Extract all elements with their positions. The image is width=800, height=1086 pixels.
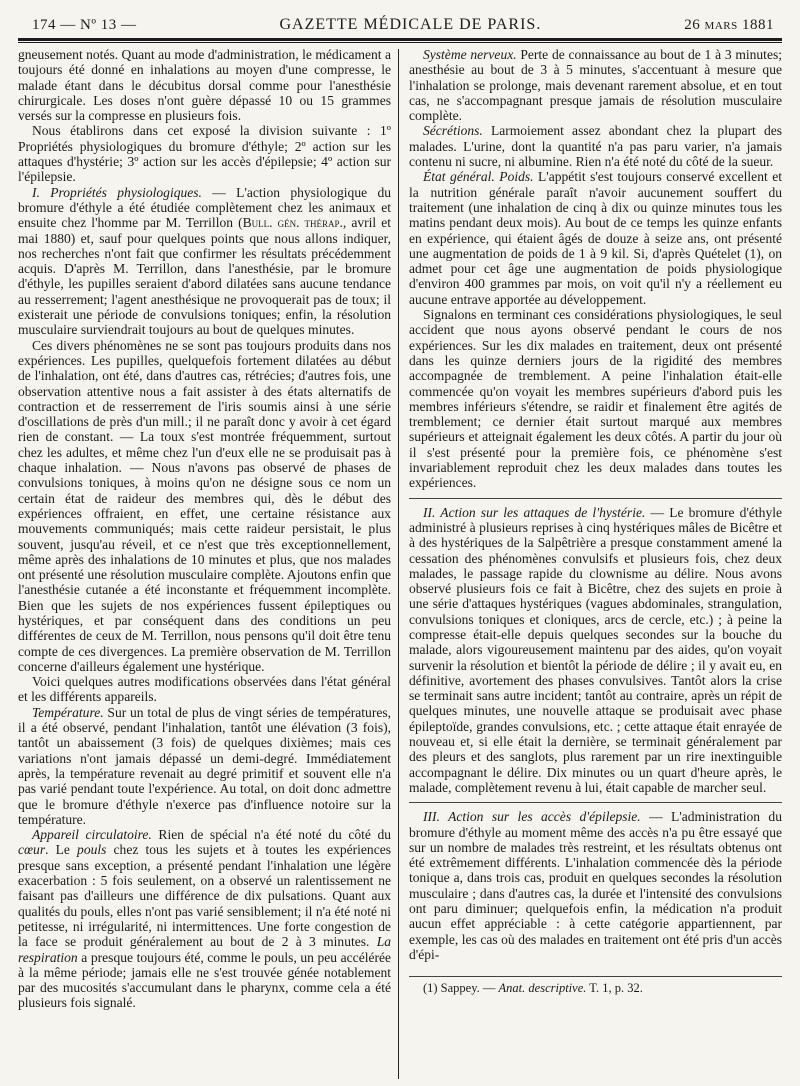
header-rule-thin [18, 42, 782, 43]
paragraph: Voici quelques autres modifications observées dans l'état général et les différents appareils. [18, 674, 392, 705]
paragraph: Ces divers phénomènes ne se sont pas toujours produits dans nos expériences. Les pupilles, quelquefois fortement dilatées au début de l'inhalation, ont été, dans d'autres cas, rétrécies; d'autres fois, une observation attentive nous a fait assister à des états alternatifs de contraction et de resserrement de l'iris soumis ainsi à une série d'oscillations de près d'un mill.; il ne paraît donc y avoir à cet égard rien de constant. — La toux s'est montrée fréquemment, surtout chez les adultes, et même chez l'un d'eux elle ne se produisait pas à chaque inhalation. — Nous n'avons pas observé de phases de convulsions toniques, à moins qu'on ne désigne sous ce nom un certain état de raideur des membres qui, dès le début des expériences offraient, en effet, une certaine résistance aux mouvements communiqués; mais cette raideur persistait, le plus souvent, jusqu'au réveil, et ce n'est que très exceptionnellement, même après des inhalations de 10 minutes et plus, que nos malades ont présenté une résolution musculaire complète. Ajoutons enfin que l'anesthésie cutanée a été inconstante et fréquemment incomplète. Bien que les sujets de nos expériences fussent épileptiques ou hystériques, et par conséquent dans des conditions un peu différentes de ceux de M. Terrillon, nous pensons qu'il doit être tenu compte de ces divergences. La première observation de M. Terrillon concerne d'ailleurs également une hystérique. [18, 337, 392, 674]
journal-title: GAZETTE MÉDICALE DE PARIS. [279, 16, 542, 33]
paragraph: Système nerveux. Perte de connaissance au bout de 1 à 3 minutes; anesthésie au bout de 3 à 5 minutes, s'accentuant à mesure que l'inhalation se prolonge, mais devenant rarement absolue, et en tout cas, ne s'accompagnant presque jamais de résolution musculaire complète. [408, 47, 782, 124]
paragraph: III. Action sur les accès d'épilepsie. — L'administration du bromure d'éthyle au moment même des accès n'a pu être essayé que sur un nombre de malades très restreint, et les résultats obtenus ont été extrêmement différents. L'inhalation commencée dès la période tonique a, dans trois cas, produit en quelques secondes la résolution musculaire ; dans d'autres cas, la durée et l'intensité des convulsions ont paru diminuer; quelquefois enfin, la médication n'a produit aucun effet appréciable : à cette catégorie appartiennent, par exemple, les cas où des malades en traitement ont été pris d'un accès d'épi- [408, 809, 782, 962]
footnote: (1) Sappey. — Anat. descriptive. T. 1, p. 32. [422, 981, 643, 996]
section-rule [409, 498, 782, 499]
paragraph: gneusement notés. Quant au mode d'administration, le médicament a toujours été donné en inhalations au moyen d'une compresse, le malade étant dans le décubitus dorsal comme pour l'anesthésie chirurgicale. Les doses n'ont guère dépassé 10 ou 15 grammes versés sur la compresse en plusieurs fois. [18, 47, 392, 124]
subsection-heading: État général. Poids. [422, 169, 534, 185]
paragraph: Température. Sur un total de plus de vingt séries de températures, il a été observé, pendant l'inhalation, tantôt une élévation (3 fois), tantôt un abaissement (3 fois) de quelques dixièmes; mais ces variations n'ont jamais dépassé un demi-degré. Immédiatement après, la température revenait au degré primitif et souvent elle n'a pas varié pendant toute l'expérience. Au total, on doit donc admettre que le bromure d'éthyle n'exerce pas d'influence notoire sur la température. [18, 704, 392, 827]
article-columns [18, 47, 782, 1083]
subsection-heading: Température. [32, 704, 104, 720]
citation: Bull. gén. thérap. [242, 215, 343, 231]
section-rule [409, 802, 782, 803]
subsection-heading: Système nerveux. [422, 47, 517, 62]
page-number: 174 — Nº 13 — [32, 17, 137, 33]
right-column [399, 47, 782, 1083]
section-heading: III. Action sur les accès d'épilepsie. [422, 809, 641, 825]
page-header [18, 16, 782, 38]
paragraph: II. Action sur les attaques de l'hystérie. — Le bromure d'éthyle administré à plusieurs reprises à cinq hystériques mâles de Bicêtre et à des hystériques de la Salpêtrière a presque constamment amené la cessation des phénomènes convulsifs et plusieurs fois, chez deux malades, le passage rapide du clownisme au délire. Nous avons observé plusieurs fois ce fait à Bicêtre, chez des sujets en proie à une série d'attaques hystériques (vagues abdominales, strangulation, convulsions toniques et cloniques, arcs de cercle, etc.) ; à peine la compresse était-elle depuis quelques secondes sur la bouche du malade, alors vigoureusement maintenu par des aides, qu'on voyait survenir la résolution et bientôt la période de délire ; il y avait eu, en définitive, avortement des phases convulsives. Tantôt alors la crise se terminait sans autre incident; tantôt au contraire, après un répit de quelques minutes, une nouvelle attaque se produisait avec phase épileptoïde, grandes convulsions, etc. ; cette attaque était enrayée de nouveau et, si elle était la dernière, se terminait généralement par des pleurs et des sanglots, plus rarement par un rire inextinguible accompagnant le délire. Dix minutes ou un quart d'heure après, le malade, complètement revenu à lui, était capable de marcher seul. [408, 504, 782, 795]
issue-date: 26 mars 1881 [684, 17, 774, 33]
paragraph: I. Propriétés physiologiques. — L'action physiologique du bromure d'éthyle a été étudiée complètement chez les animaux et ensuite chez l'homme par M. Terrillon (Bull. gén. thérap., avril et mai 1880) et, sauf pour quelques points que nous allons indiquer, nos recherches n'ont fait que confirmer les résultats précédemment acquis. D'après M. Terrillon, dans l'anesthésie, par le bromure d'éthyle, les pupilles seraient d'abord dilatées sans aucune tendance au resserrement; l'agent anesthésique ne provoquerait pas de toux; il existerait une période de convulsions toniques; enfin, la résolution musculaire surviendrait toujours au bout de quelques minutes. [18, 184, 392, 338]
section-heading: II. Action sur les attaques de l'hystérie. [422, 504, 646, 520]
subsection-heading: Sécrétions. [422, 123, 483, 139]
paragraph: Sécrétions. Larmoiement assez abondant chez la plupart des malades. L'urine, dont la quantité n'a pas paru varier, n'a jamais contenu ni sucre, ni albumine. Rien n'a été noté du côté de la sueur. [408, 123, 782, 170]
paragraph: Appareil circulatoire. Rien de spécial n'a été noté du côté du cœur. Le pouls chez tous les sujets et à toutes les expériences presque sans exception, a présenté pendant l'inhalation une légère exacerbation : 5 fois seulement, on a observé un ralentissement ne faisant pas d'ailleurs une différence de dix pulsations. Quant aux qualités du pouls, elles n'ont pas varié sensiblement; il n'a été noté ni petitesse, ni irrégularité, ni intermittences. Une forte congestion de la face se produit généralement au bout de 2 à 3 minutes. La respiration a presque toujours été, comme le pouls, un peu accélérée à la même période; jamais elle ne s'est trouvée génée notablement par des mucosités s'accumulant dans le pharynx, comme cela a été plusieurs fois signalé. [18, 827, 392, 1011]
paragraph: Nous établirons dans cet exposé la division suivante : 1º Propriétés physiologiques du bromure d'éthyle; 2º action sur les attaques d'hystérie; 3º action sur les accès d'épilepsie; 4º action sur l'épilepsie. [18, 123, 392, 185]
subsection-heading: Appareil circulatoire. [32, 827, 152, 843]
paragraph: État général. Poids. L'appétit s'est toujours conservé excellent et la nutrition générale paraît n'avoir aucunement souffert du traitement (une inhalation de cinq à dix ou quinze minutes tous les matins pendant deux mois). Au bout de ce temps les quinze enfants en expérience, qui étaient âgés de douze à seize ans, ont présenté une augmentation de poids de 1 à 9 kil. Si, d'après Quételet (1), on admet pour cet âge une augmentation de poids physiologique d'environ 400 grammes par mois, on voit qu'il n'y a réellement eu aucune entrave apportée au développement. [408, 169, 782, 307]
footnote-rule [409, 976, 782, 977]
paragraph: Signalons en terminant ces considérations physiologiques, le seul accident que nous ayons observé pendant le cours de nos expériences. Sur les dix malades en traitement, deux ont présenté dans les quinze derniers jours de la rigidité des membres accompagnée de tremblement. A peine l'inhalation était-elle commencée qu'on voyait les membres supérieurs d'abord puis les membres inférieurs s'étendre, se raidir et finalement être agités de tremblement; ce dernier était surtout marqué aux membres supérieurs et atteignait également les deux côtés. A partir du jour où il s'est présenté pour la première fois, ce phénomène s'est invariablement reproduit chez les deux malades dans toutes les expériences. [408, 307, 782, 491]
left-column [18, 47, 398, 1083]
section-heading: I. Propriétés physiologiques. [32, 184, 202, 200]
header-rule-thick [18, 38, 782, 41]
